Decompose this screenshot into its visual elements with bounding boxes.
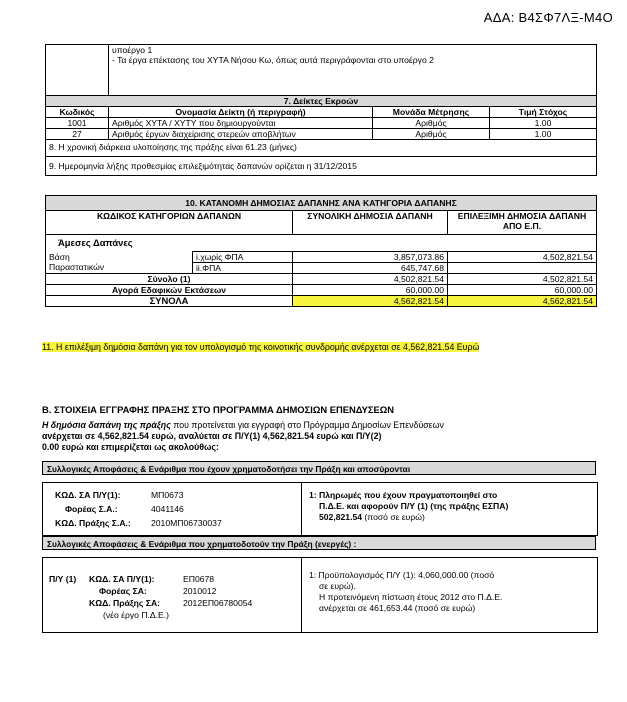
table-row [46, 129, 597, 140]
col-header-code: Κωδικός [46, 107, 109, 118]
funded-sa-value: ΜΠ0673 [151, 490, 184, 500]
totals-total: 4,562,821.54 [293, 296, 448, 307]
funded-payments-unit: (ποσό σε ευρώ) [364, 512, 425, 522]
active-py-label: Π/Υ (1) [49, 574, 77, 584]
funded-box [42, 482, 598, 536]
active-right-line-2: σε ευρώ). [319, 581, 356, 591]
indicators-table [45, 44, 597, 176]
divider [301, 483, 302, 535]
land-purchase-total: 60,000.00 [293, 285, 448, 296]
vat-eligible [448, 263, 597, 274]
allocation-title: 10. ΚΑΤΑΝΟΜΗ ΔΗΜΟΣΙΑΣ ΔΑΠΑΝΗΣ ΑΝΑ ΚΑΤΗΓΟΡΙΑ ΔΑΠΑΝΗΣ [46, 196, 597, 211]
deadline-item: 9. Ημερομηνία λήξης προθεσμίας επιλεξιμότητας δαπανών ορίζεται η 31/12/2015 [46, 157, 597, 176]
eligible-expenditure-note: 11. Η επιλέξιμη δημόσια δαπάνη για τον υπολογισμό της κοινοτικής συνδρομής ανέρχεται σε 4,562,821.54 Ευρώ [42, 342, 480, 352]
section-b-text-1: που προτείνεται για εγγραφή στο Πρόγραμμα Δημοσίων Επενδύσεων [170, 420, 444, 430]
subproject-line-1: υποέργο 1 [112, 45, 153, 55]
funded-code-value: 2010ΜΠ06730037 [151, 518, 222, 528]
subtotal-eligible: 4,502,821.54 [448, 274, 597, 285]
funded-right-line-1: 1: Πληρωμές που έχουν πραγματοποιηθεί στο [309, 490, 498, 500]
active-right-line-1: 1: Προϋπολογισμός Π/Υ (1): 4,060,000.00 (ποσό [309, 570, 495, 580]
indicator-code: 1001 [46, 118, 109, 129]
section-b-text-3: 0.00 ευρώ και επιμερίζεται ως ακολούθως: [42, 442, 219, 452]
section-b-text-2: ανέρχεται σε 4,562,821.54 ευρώ, αναλύεται σε Π/Υ(1) 4,562,821.54 ευρώ και Π/Υ(2) [42, 431, 382, 441]
active-code-label: ΚΩΔ. Πράξης ΣΑ: [89, 598, 161, 608]
indicator-target: 1.00 [490, 118, 597, 129]
alloc-header-total: ΣΥΝΟΛΙΚΗ ΔΗΜΟΣΙΑ ΔΑΠΑΝΗ [293, 211, 448, 235]
subtotal-label: Σύνολο (1) [46, 274, 293, 285]
col-header-target: Τιμή Στόχος [490, 107, 597, 118]
indicator-code: 27 [46, 129, 109, 140]
funded-right-line-2: Π.Δ.Ε. και αφορούν Π/Υ (1) (της πράξης ΕΣΠΑ) [319, 501, 509, 511]
active-right-line-4: ανέρχεται σε 461,653.44 (ποσό σε ευρώ) [319, 603, 476, 613]
totals-eligible: 4,562,821.54 [448, 296, 597, 307]
land-purchase-label: Αγορά Εδαφικών Εκτάσεων [46, 285, 293, 296]
empty-cell [46, 45, 109, 96]
indicator-target: 1.00 [490, 129, 597, 140]
active-code-value: 2012ΕΠ06780054 [183, 598, 253, 608]
active-body-label: Φορέας ΣΑ: [99, 586, 147, 596]
funded-payments-amount: 502,821.54 [319, 512, 363, 522]
vat-label: ii.ΦΠΑ [193, 263, 293, 274]
active-right-line-3: Η προτεινόμενη πίστωση έτους 2012 στο Π.Δ.Ε. [319, 592, 503, 602]
indicator-name: Αριθμός έργων διαχείρισης στερεών αποβλήτων [109, 129, 373, 140]
funded-body-value: 4041146 [151, 504, 184, 514]
active-sa-label: ΚΩΔ. ΣΑ Π/Υ(1): [89, 574, 155, 584]
excl-vat-label: i.χωρίς ΦΠΑ [193, 252, 293, 263]
funded-code-label: ΚΩΔ. Πράξης Σ.Α.: [55, 518, 131, 528]
basis-label [46, 252, 193, 274]
indicator-unit: Αριθμός [373, 129, 490, 140]
basis-line-1: Βάση [49, 251, 70, 262]
subproject-line-2: - Τα έργα επέκτασης του ΧΥΤΑ Νήσου Κω, όπως αυτά περιγράφονται στο υποέργο 2 [112, 55, 434, 65]
divider [301, 558, 302, 632]
section-b-title: Β. ΣΤΟΙΧΕΙΑ ΕΓΓΡΑΦΗΣ ΠΡΑΞΗΣ ΣΤΟ ΠΡΟΓΡΑΜΜΑ ΔΗΜΟΣΙΩΝ ΕΠΕΝΔΥΣΕΩΝ [42, 404, 395, 415]
section-b-lead: Η δημόσια δαπάνη της πράξης [42, 420, 171, 430]
active-sa-value: ΕΠ0678 [183, 574, 215, 584]
alloc-header-eligible: ΕΠΙΛΕΞΙΜΗ ΔΗΜΟΣΙΑ ΔΑΠΑΝΗ ΑΠΟ Ε.Π. [448, 211, 597, 235]
active-box [42, 557, 598, 633]
land-purchase-eligible: 60,000.00 [448, 285, 597, 296]
indicator-unit: Αριθμός [373, 118, 490, 129]
active-new-project: (νέο έργο Π.Δ.Ε.) [103, 610, 170, 620]
duration-item: 8. Η χρονική διάρκεια υλοποίησης της πράξης είναι 61.23 (μήνες) [46, 140, 597, 157]
col-header-unit: Μονάδα Μέτρησης [373, 107, 490, 118]
indicator-name: Αριθμός ΧΥΤΑ / ΧΥΤΥ που δημιουργούνται [109, 118, 373, 129]
funded-body-label: Φορέας Σ.Α.: [65, 504, 118, 514]
ada-code: ΑΔΑ: Β4ΣΦ7ΛΞ-Μ4Ο [483, 10, 613, 25]
subproject-description [109, 45, 597, 96]
subtotal-total: 4,502,821.54 [293, 274, 448, 285]
funded-sa-label: ΚΩΔ. ΣΑ Π/Υ(1): [55, 490, 121, 500]
direct-costs-label: Άμεσες Δαπάνες [46, 235, 597, 252]
funded-header: Συλλογικές Αποφάσεις & Ενάριθμα που έχουν χρηματοδοτήσει την Πράξη και αποσύρονται [42, 461, 596, 475]
col-header-name: Ονομασία Δείκτη (ή περιγραφή) [109, 107, 373, 118]
alloc-header-code: ΚΩΔΙΚΟΣ ΚΑΤΗΓΟΡΙΩΝ ΔΑΠΑΝΩΝ [46, 211, 293, 235]
excl-vat-eligible: 4,502,821.54 [448, 252, 597, 263]
basis-line-2: Παραστατικών [49, 261, 105, 272]
active-header: Συλλογικές Αποφάσεις & Ενάριθμα που χρηματοδοτούν την Πράξη (ενεργές) : [42, 536, 596, 550]
funded-right-line-3 [319, 512, 425, 522]
active-body-value: 2010012 [183, 586, 217, 596]
vat-total: 645,747.68 [293, 263, 448, 274]
totals-label: ΣΥΝΟΛΑ [46, 296, 293, 307]
table-row [46, 118, 597, 129]
section-b-paragraph [42, 420, 562, 453]
allocation-table [45, 195, 597, 307]
indicators-title: 7. Δείκτες Εκροών [46, 96, 597, 107]
excl-vat-total: 3,857,073.86 [293, 252, 448, 263]
